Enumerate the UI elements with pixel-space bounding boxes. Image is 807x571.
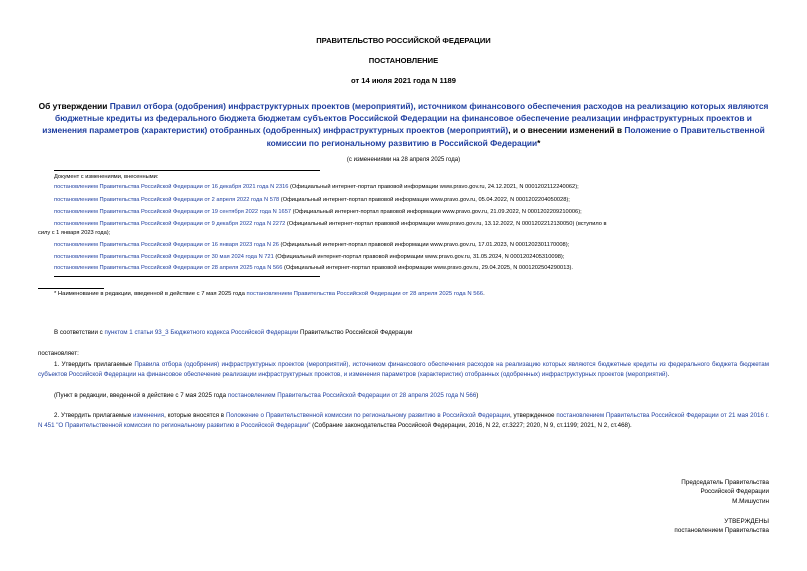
changes-divider <box>54 170 320 171</box>
approved-by: постановлением Правительства <box>674 527 769 535</box>
amended-note: (с изменениями на 28 апреля 2025 года) <box>346 157 461 163</box>
change-link[interactable]: постановлением Правительства Российской Федерации от 16 января 2023 года N 26 <box>54 242 279 248</box>
decides-text: постановляет: <box>38 350 79 357</box>
footnote-divider <box>38 288 104 289</box>
change-link[interactable]: постановлением Правительства Российской Федерации от 9 декабря 2022 года N 2272 <box>54 221 286 227</box>
signatory-name: М.Мишустин <box>732 497 769 505</box>
item-2-paragraph: 2. Утвердить прилагаемые изменения, которые вносятся в Положение о Правительственной комиссии по региональному развитию в Российской Федерации, утвержденное постановлением Правительства Российской Федерации от 21 мая 2016 г. N 451 "О Правительственной комиссии по региональному развитию в Российской Федерации" (Собрание законодательства Российской Федерации, 2016, N 22, ст.3227; 2020, N 9, ст.1199; 2021, N 2, ст.468). <box>38 412 770 429</box>
change-link[interactable]: постановлением Правительства Российской Федерации от 16 декабря 2021 года N 2316 <box>54 184 289 190</box>
change-item-continuation: силу с 1 января 2023 года); <box>38 230 111 236</box>
signatory-role-country: Российской Федерации <box>700 488 769 496</box>
change-item: постановлением Правительства Российской Федерации от 16 января 2023 года N 26 (Официальный интернет-портал правовой информации www.pravo.gov.ru, 17.01.2023, N 0001202301170008); <box>54 242 570 248</box>
document-title <box>36 100 771 149</box>
change-link[interactable]: постановлением Правительства Российской Федерации от 28 апреля 2025 года N 566 <box>54 265 283 271</box>
change-item: постановлением Правительства Российской Федерации от 9 декабря 2022 года N 2272 (Официальный интернет-портал правовой информации www.pravo.gov.ru, 13.12.2022, N 0001202212130050) (вступило в <box>54 221 607 227</box>
item-1-paragraph: 1. Утвердить прилагаемые Правила отбора (одобрения) инфраструктурных проектов (мероприятий), источником финансового обеспечения расходов на реализацию которых являются бюджетные кредиты из федерального бюджета бюджетам субъектов Российской Федерации на финансовое обеспечение реализации инфраструктурных проектов, и изменения параметров (характеристик) отобранных (одобренных) инфраструктурных проектов (мероприятий). <box>38 361 769 378</box>
title-prefix: Об утверждении <box>38 101 110 111</box>
item-1-note: (Пункт в редакции, введенной в действие с 7 мая 2025 года постановлением Правительства Российской Федерации от 28 апреля 2025 года N 566) <box>54 392 479 399</box>
rules-approve-link[interactable]: Правила отбора (одобрения) инфраструктурных проектов (мероприятий), источником финансового обеспечения расходов на реализацию которых являются бюджетные кредиты из федерального бюджета бюджетам субъектов Российской Федерации на финансовое обеспечение реализации инфраструктурных проектов, и изменения параметров (характеристик) отобранных (одобренных) инфраструктурных проектов (мероприятий) <box>38 361 769 378</box>
commission-regulation-link[interactable]: Положение о Правительственной комиссии по региональному развитию в Российской Федерации <box>266 125 765 148</box>
footnote: * Наименование в редакции, введенной в действие с 7 мая 2025 года постановлением Правительства Российской Федерации от 28 апреля 2025 года N 566. <box>54 291 485 297</box>
basis-paragraph: В соответствии с пунктом 1 статьи 93_3 Бюджетного кодекса Российской Федерации Правительство Российской Федерации <box>54 329 413 336</box>
doc-type-heading: ПОСТАНОВЛЕНИЕ <box>368 56 439 65</box>
change-item: постановлением Правительства Российской Федерации от 30 мая 2024 года N 721 (Официальный интернет-портал правовой информации www.pravo.gov.ru, 31.05.2024, N 0001202405310098); <box>54 254 565 260</box>
approved-label: УТВЕРЖДЕНЫ <box>724 518 769 525</box>
change-item: постановлением Правительства Российской Федерации от 16 декабря 2021 года N 2316 (Официальный интернет-портал правовой информации www.pravo.gov.ru, 24.12.2021, N 0001202112240062); <box>54 184 579 190</box>
budget-code-link[interactable]: пунктом 1 статьи 93_3 Бюджетного кодекса Российской Федерации <box>104 329 299 336</box>
change-link[interactable]: постановлением Правительства Российской Федерации от 30 мая 2024 года N 721 <box>54 254 274 260</box>
change-item: постановлением Правительства Российской Федерации от 28 апреля 2025 года N 566 (Официальный интернет-портал правовой информации www.pravo.gov.ru, 29.04.2025, N 0001202504290013). <box>54 265 574 271</box>
changes-link[interactable]: изменения <box>133 412 165 419</box>
government-heading: ПРАВИТЕЛЬСТВО РОССИЙСКОЙ ФЕДЕРАЦИИ <box>316 36 491 45</box>
footnote-link[interactable]: постановлением Правительства Российской Федерации от 28 апреля 2025 года N 566 <box>246 291 484 297</box>
rules-link[interactable]: Правил отбора (одобрения) инфраструктурных проектов (мероприятий), источником финансового обеспечения расходов на реализацию которых являются бюджетные кредиты из федерального бюджета бюджетам субъектов Российской Федерации на финансовое обеспечение реализации инфраструктурных проектов и изменения параметров (характеристик) отобранных (одобренных) инфраструктурных проектов (мероприятий) <box>42 101 769 136</box>
date-number-heading: от 14 июля 2021 года N 1189 <box>351 76 456 85</box>
change-item: постановлением Правительства Российской Федерации от 19 сентября 2022 года N 1657 (Официальный интернет-портал правовой информации www.pravo.gov.ru, 21.09.2022, N 0001202209210006); <box>54 209 582 215</box>
changes-divider-bottom <box>54 276 320 277</box>
change-link[interactable]: постановлением Правительства Российской Федерации от 19 сентября 2022 года N 1657 <box>54 209 292 215</box>
signatory-role: Председатель Правительства <box>681 479 769 486</box>
signature-block <box>560 478 769 506</box>
title-middle: , и о внесении изменений в <box>508 125 625 136</box>
approved-block <box>560 517 769 536</box>
change-link[interactable]: постановлением Правительства Российской Федерации от 2 апреля 2022 года N 578 <box>54 197 280 203</box>
item-1-note-link[interactable]: постановлением Правительства Российской Федерации от 28 апреля 2025 года N 566 <box>227 392 477 399</box>
change-item: постановлением Правительства Российской Федерации от 2 апреля 2022 года N 578 (Официальный интернет-портал правовой информации www.pravo.gov.ru, 05.04.2022, N 0001202204050028); <box>54 197 570 203</box>
decree-451-link[interactable]: постановлением Правительства Российской Федерации от 21 мая 2016 г. N 451 "О Правительственной комиссии по региональному развитию в Российской Федерации" <box>38 412 770 429</box>
commission-regulation-body-link[interactable]: Положение о Правительственной комиссии по региональному развитию в Российской Федерации <box>225 412 510 419</box>
title-asterisk: * <box>537 137 541 148</box>
changes-intro: Документ с изменениями, внесенными: <box>54 174 159 180</box>
